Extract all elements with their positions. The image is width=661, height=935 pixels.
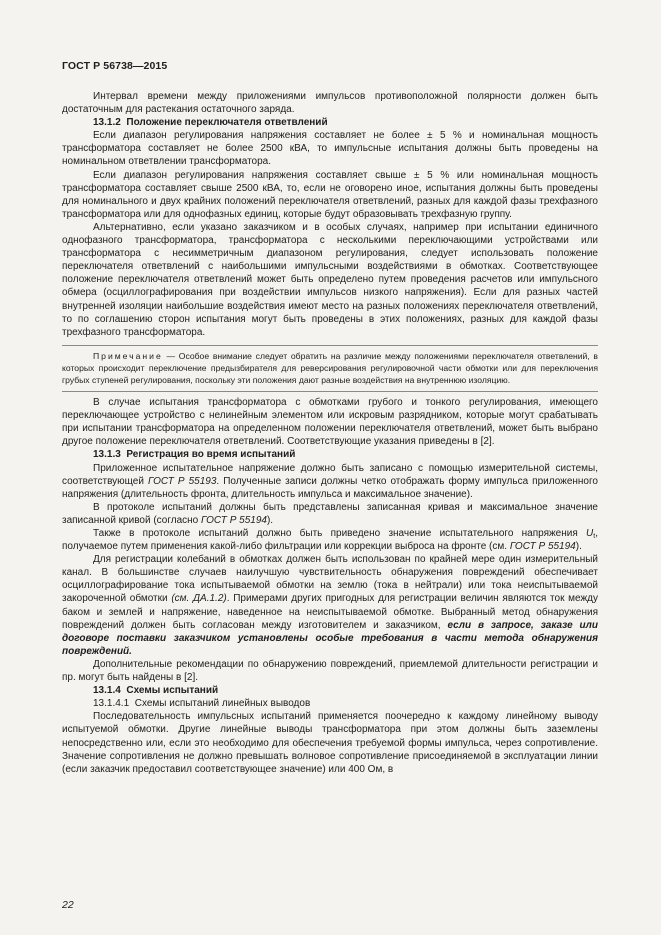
doc-code-header: ГОСТ Р 56738—2015 [62,60,168,72]
standard-reference: ГОСТ Р 55193 [147,475,217,487]
paragraph-fault-detection: Для регистрации колебаний в обмотках должен быть использован по крайней мере один измерительный канал. В большинстве случаев наилучшую чувствительность обнаружения повреждений обеспечивает осциллографирование тока испытываемой обмотки на землю (тока в нейтрали) или тока неиспытываемой закороченной обмотки (см. ДА.1.2). Примерами других пригодных для регистрации величин являются ток между баком и землей и напряжение, наведенное на неиспытываемой обмотке. Выбранный метод обнаружения повреждений должен быть согласован между изготовителем и заказчиком, если в запросе, заказе или договоре поставки заказчиком установлены особые требования в части метода обнаружения повреждений. [62,554,598,657]
page-number: 22 [62,899,74,911]
section-number: 13.1.2 [93,117,121,129]
section-title: Регистрация во время испытаний [126,449,296,461]
note-text: Особое внимание следует обратить на различие между положениями переключателя ответвлений, в которых происходит переключение предызбирателя для реверсирования регулировочной части обмотки или для переключения грубых ступеней регулирования, поскольку эти положения дают разные воздействия на внутреннюю изоляцию. [62,350,598,385]
note-block [62,345,598,392]
annex-reference: (см. ДА.1.2) [171,593,227,605]
section-heading-13-1-4-1 [62,697,598,710]
paragraph-impulse-interval: Интервал времени между приложениями импульсов противоположной полярности должен быть достаточным для растекания остаточного заряда. [62,91,598,116]
document-body [62,90,598,776]
voltage-symbol: U [586,528,594,539]
section-number: 13.1.3 [93,449,121,461]
section-heading-13-1-2 [62,116,598,129]
voltage-subscript: t [593,533,596,540]
section-title: Схемы испытаний [126,685,219,697]
paragraph-test-voltage-value: Также в протоколе испытаний должно быть приведено значение испытательного напряжения $U_t$, получаемое путем применения какой-либо фильтрации или коррекции выброса на фронте (см. ГОСТ Р 55194). [62,528,598,553]
section-heading-13-1-4 [62,684,598,697]
section-heading-13-1-3 [62,448,598,461]
note-dash: — [162,350,179,361]
section-title: Положение переключателя ответвлений [126,117,328,129]
section-number: 13.1.4 [93,685,121,697]
paragraph-additional-recommendations: Дополнительные рекомендации по обнаружению повреждений, приемлемой длительности регистрации и пр. могут быть найдены в [2]. [62,658,598,684]
paragraph-line-terminal-sequence: Последовательность импульсных испытаний применяется поочередно к каждому линейному выводу испытуемой обмотки. Другие линейные выводы трансформатора при этом должны быть заземлены непосредственно или, если это необходимо для обеспечения требуемой формы импульса, через сопротивление. Значение сопротивления не должно превышать волновое сопротивление присоединяемой в эксплуатации линии (если заказчик предоставил соответствующее значение) или 400 Ом, в [62,711,598,775]
section-number: 13.1.4.1 [93,698,130,710]
paragraph-coarse-fine-regulation: В случае испытания трансформатора с обмотками грубого и тонкого регулирования, имеющего переключающее устройство с нелинейным элементом или искровым разрядником, которые могут срабатывать при испытании трансформатора на определенном положении переключателя ответвлений, может быть выбрано другое положение переключателя ответвлений. Соответствующие указания приведены в [2]. [62,397,598,448]
section-title: Схемы испытаний линейных выводов [134,698,311,710]
paragraph-tap-alternative: Альтернативно, если указано заказчиком и в особых случаях, например при испытании единичного однофазного трансформатора, трансформатора с несколькими переключающими устройствами или трансформатора с несимметричным диапазоном регулирования, следует использовать положение переключателя ответвлений с наибольшими импульсными воздействиями в обмотках. Соответствующее положение переключателя ответвлений может быть определено путем проведения расчетов или импульсного обмера (осциллографирования при воздействии импульсов низкого напряжения). Если для разных частей внутренней изоляции наибольшие воздействия имеют место на разных положениях переключателя ответвлений, то по соглашению сторон испытания могут быть проведены в этих положениях, разных для каждой фазы трехфазного трансформатора. [62,221,598,338]
note-label: Примечание [93,350,163,361]
paragraph-tap-range-large: Если диапазон регулирования напряжения составляет свыше ± 5 % или номинальная мощность трансформатора составляет свыше 2500 кВА, то, если не оговорено иное, испытания должны быть проведены для номинального и двух крайних положений переключателя ответвлений, разных для каждой фазы трехфазного трансформатора или для однофазных единиц, которые будут образовывать трехфазную группу. [62,169,598,220]
paragraph-tap-range-small: Если диапазон регулирования напряжения составляет не более ± 5 % и номинальная мощность трансформатора составляет не более 2500 кВА, то импульсные испытания должны быть проведены на номинальном ответвлении трансформатора. [62,130,598,168]
paragraph-voltage-recording: Приложенное испытательное напряжение должно быть записано с помощью измерительной системы, соответствующей ГОСТ Р 55193. Полученные записи должны четко отображать форму импульса приложенного напряжения (длительность фронта, длительность импульса и максимальное значение). [62,462,598,500]
paragraph-test-report: В протоколе испытаний должны быть представлены записанная кривая и максимальное значение записанной кривой (согласно ГОСТ Р 55194). [62,501,598,526]
standard-reference: ГОСТ Р 55194 [201,514,267,526]
standard-reference: ГОСТ Р 55194 [509,541,576,553]
emphasized-requirement: если в запросе, заказе или договоре поставки заказчиком установлены особые требования в части метода обнаружения повреждений. [62,619,598,657]
